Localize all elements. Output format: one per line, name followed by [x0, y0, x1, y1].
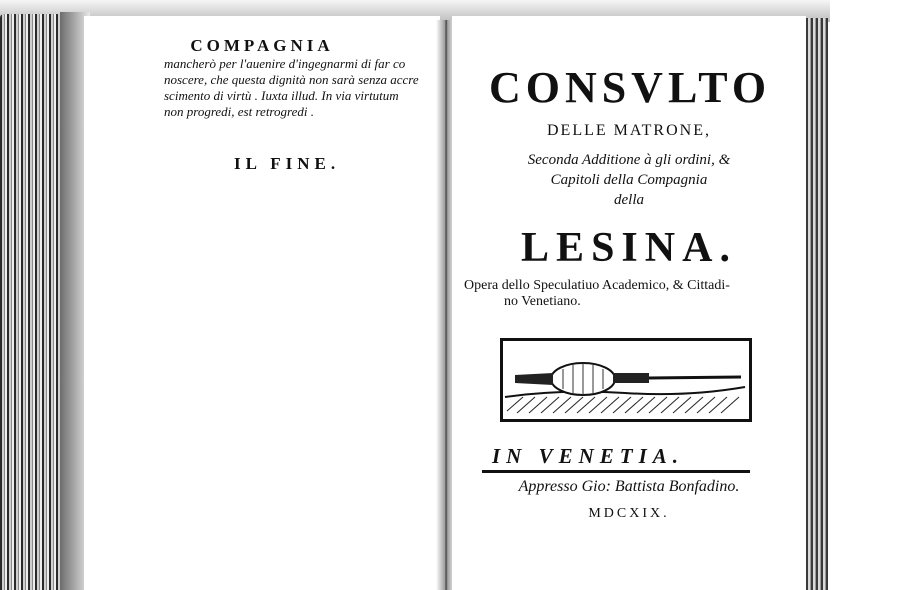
- subtitle-line: della: [614, 192, 644, 208]
- publication-date: MDCXIX.: [588, 506, 670, 521]
- lesina-awl-icon: [500, 338, 752, 422]
- subtitle-line: Capitoli della Compagnia: [550, 172, 708, 188]
- right-page-edges: [806, 18, 828, 590]
- left-page-text: [164, 56, 436, 120]
- subtitle-line: Seconda Additione à gli ordini, &: [527, 152, 731, 168]
- text-line: mancherò per l'auenire d'ingegnarmi di far co: [164, 56, 406, 71]
- left-page: [84, 16, 440, 590]
- divider: [482, 470, 750, 473]
- author-statement: [464, 278, 804, 310]
- woodcut-illustration: [503, 341, 749, 419]
- main-title: LESINA.: [521, 225, 737, 271]
- author-line: no Venetiano.: [504, 294, 581, 309]
- publisher: Appresso Gio: Battista Bonfadino.: [518, 478, 740, 495]
- imprint-city: IN VENETIA.: [492, 444, 685, 468]
- book-subtitle: DELLE MATRONE,: [547, 122, 711, 139]
- text-line: non progredi, est retrogredi .: [164, 104, 314, 119]
- running-head: COMPAGNIA: [190, 36, 334, 55]
- book-title: CONSVLTO: [488, 63, 772, 112]
- right-page: [452, 16, 806, 590]
- end-text: IL FINE.: [234, 154, 341, 173]
- text-line: noscere, che questa dignità non sarà senza accre: [164, 72, 419, 87]
- text-line: scimento di virtù . Iuxta illud. In via virtutum: [164, 88, 399, 103]
- author-line: Opera dello Speculatiuo Academico, & Cittadi-: [464, 278, 730, 293]
